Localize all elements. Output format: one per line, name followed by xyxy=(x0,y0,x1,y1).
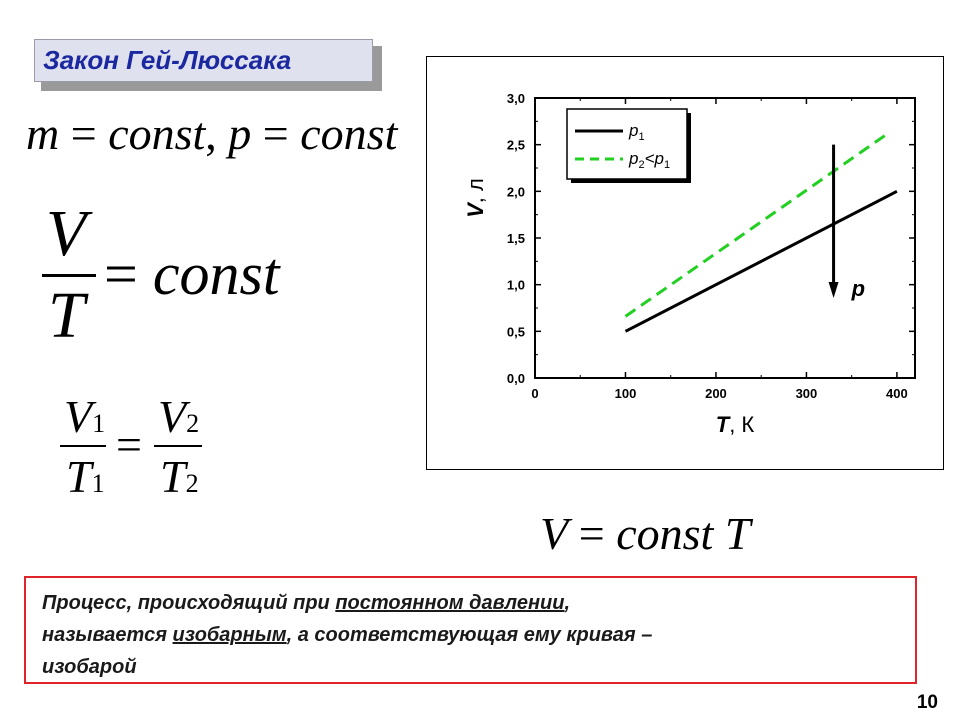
ratio-numerator: V xyxy=(46,197,87,270)
y-tick-label: 3,0 xyxy=(506,91,525,106)
const-term: const xyxy=(616,508,714,559)
x-tick-label: 400 xyxy=(886,386,908,401)
linear-formula xyxy=(540,506,750,562)
definition-line-3: изобарой xyxy=(42,656,137,678)
x-tick-label: 200 xyxy=(705,386,727,401)
title-box xyxy=(34,39,373,82)
equals-sign: = xyxy=(104,241,138,307)
x-tick-label: 300 xyxy=(795,386,818,401)
y-tick-label: 2,5 xyxy=(506,137,525,153)
fraction-bar xyxy=(42,274,96,277)
y-tick-label: 1,0 xyxy=(506,277,525,293)
t2-symbol: T2 xyxy=(160,451,199,502)
y-tick-label: 0,0 xyxy=(506,371,525,386)
page-number: 10 xyxy=(916,692,938,713)
y-tick-label: 2,0 xyxy=(506,184,525,200)
term-isobaric: изобарным xyxy=(172,624,287,646)
x-tick-label: 100 xyxy=(614,386,637,401)
v2-symbol: V2 xyxy=(158,391,200,442)
definition-line-1: Процесс, происходящий при постоянном давлении, xyxy=(42,592,571,614)
t1-subscript: 1 xyxy=(91,469,105,498)
term-constant-pressure: постоянном давлении xyxy=(335,592,565,614)
const-term: const xyxy=(300,108,398,159)
y-axis-title: V, л xyxy=(463,178,488,218)
volume-symbol: V xyxy=(540,508,568,559)
definition-line-2: называется изобарным, а соответствующая ему кривая – xyxy=(42,624,653,646)
chart-frame xyxy=(426,56,944,470)
pressure-arrow-label: p xyxy=(851,276,866,301)
v1-subscript: 1 xyxy=(92,409,106,438)
x-axis-title: T, К xyxy=(715,412,755,437)
pressure-arrow-head xyxy=(829,282,839,298)
ratio-rhs xyxy=(104,238,280,310)
pressure-symbol: p xyxy=(228,108,252,159)
series-line-0 xyxy=(625,191,896,331)
fraction-bar-right xyxy=(154,445,202,447)
const-term: const xyxy=(108,108,206,159)
const-term: const xyxy=(152,241,280,307)
equals-sign: = xyxy=(262,108,289,159)
ratio-denominator: T xyxy=(48,279,85,352)
x-tick-label: 0 xyxy=(531,386,539,401)
definition-box xyxy=(24,576,917,684)
y-tick-label: 1,5 xyxy=(506,231,525,246)
volume-temperature-chart xyxy=(427,57,943,469)
y-tick-label: 0,5 xyxy=(506,324,525,340)
legend-label-1: $p_2<p_1$ xyxy=(629,149,671,171)
equals-sign: = xyxy=(70,108,97,159)
mass-symbol: m xyxy=(26,108,60,159)
equals-sign: = xyxy=(116,419,142,470)
temperature-symbol: T xyxy=(724,508,751,559)
v1-symbol: V1 xyxy=(64,391,106,442)
v2-subscript: 2 xyxy=(186,409,200,438)
conditions-formula xyxy=(26,106,397,162)
page-title: Закон Гей-Люссака xyxy=(43,45,292,75)
legend-label-0: $p_1$ xyxy=(629,121,645,143)
t2-subscript: 2 xyxy=(185,469,199,498)
comma: , xyxy=(205,108,217,159)
t1-symbol: T1 xyxy=(66,451,105,502)
fraction-bar-left xyxy=(60,445,106,447)
equals-sign: = xyxy=(578,508,605,559)
